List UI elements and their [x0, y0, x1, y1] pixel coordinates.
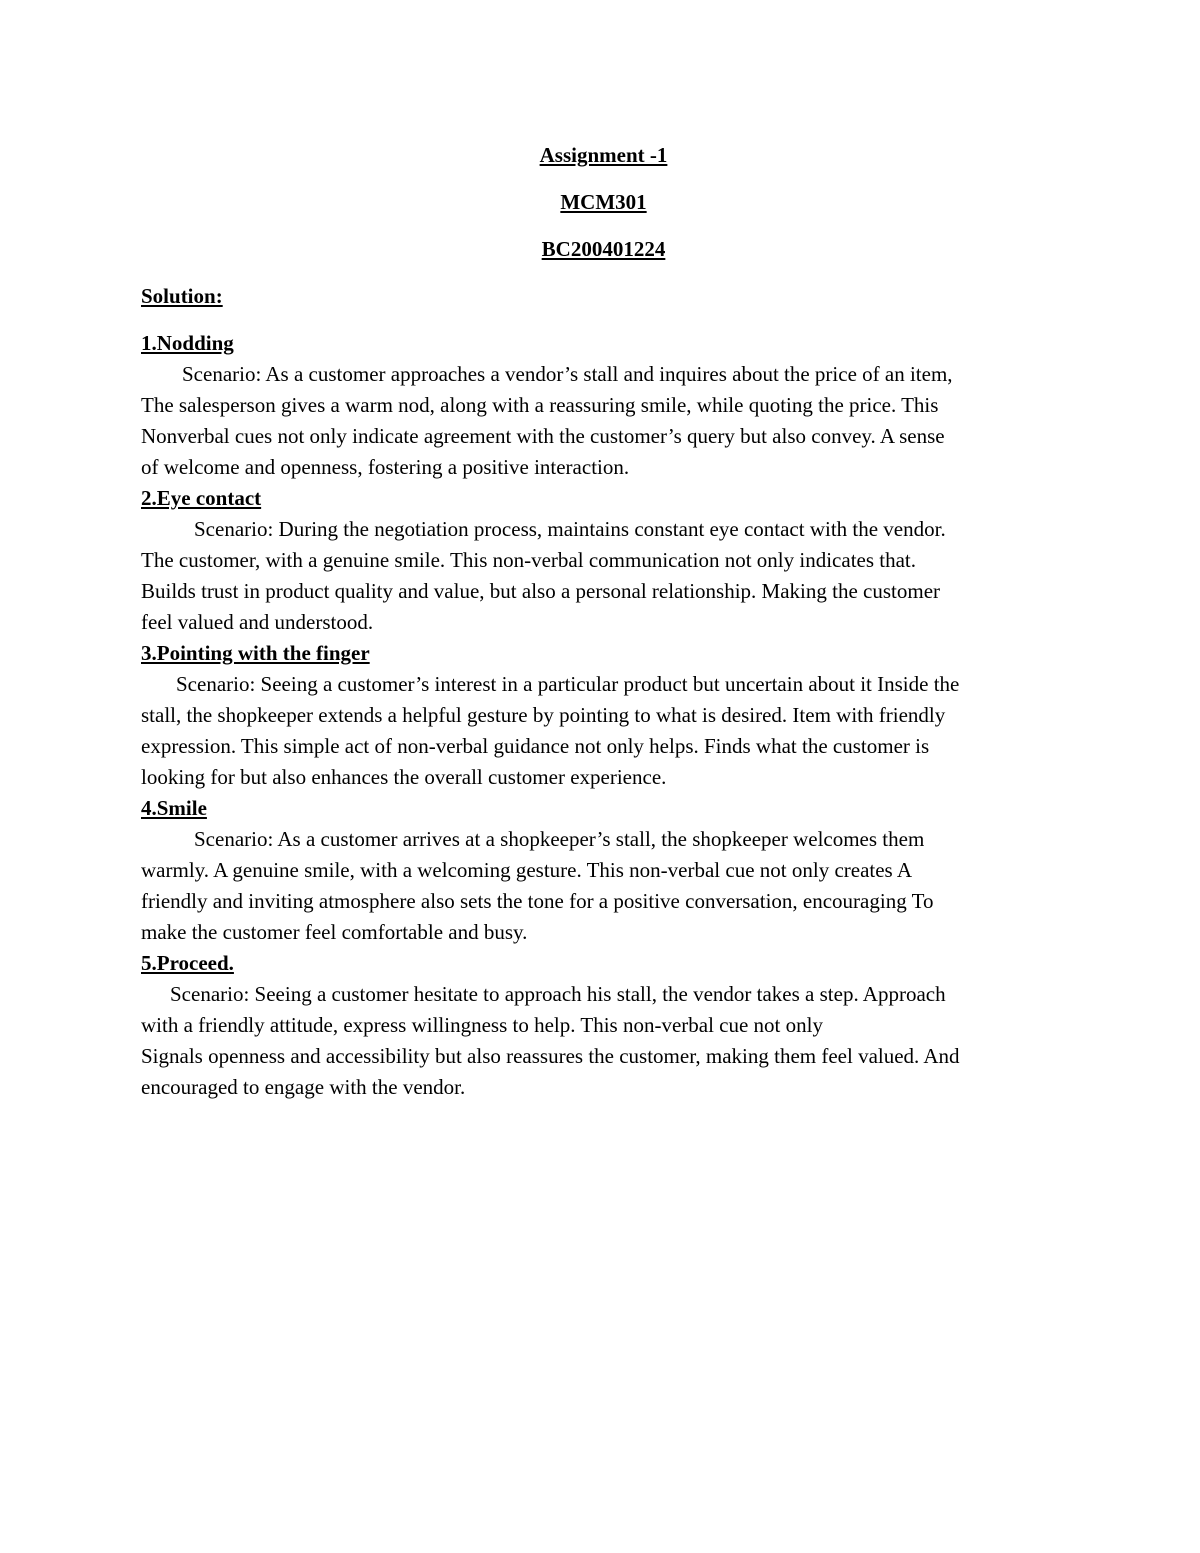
section-smile	[141, 793, 1066, 948]
section-proceed	[141, 948, 1066, 1103]
paragraph-line: Nonverbal cues not only indicate agreement with the customer’s query but also convey. A sense	[141, 424, 945, 448]
paragraph-line: stall, the shopkeeper extends a helpful gesture by pointing to what is desired. Item with friendly	[141, 703, 946, 727]
section-heading: 3.Pointing with the finger	[141, 641, 370, 665]
section-heading: 1.Nodding	[141, 331, 234, 355]
paragraph-line: expression. This simple act of non-verbal guidance not only helps. Finds what the customer is	[141, 734, 930, 758]
section-pointing	[141, 638, 1066, 793]
paragraph-line: Scenario: As a customer approaches a vendor’s stall and inquires about the price of an item,	[182, 362, 953, 386]
paragraph-line: The customer, with a genuine smile. This non-verbal communication not only indicates that.	[141, 548, 917, 572]
paragraph-line: make the customer feel comfortable and busy.	[141, 920, 528, 944]
paragraph-line: The salesperson gives a warm nod, along with a reassuring smile, while quoting the price. This	[141, 393, 939, 417]
paragraph-line: warmly. A genuine smile, with a welcoming gesture. This non-verbal cue not only creates A	[141, 858, 912, 882]
paragraph-line: feel valued and understood.	[141, 610, 374, 634]
assignment-title: Assignment -1	[539, 143, 668, 167]
paragraph-line: Scenario: During the negotiation process, maintains constant eye contact with the vendor.	[194, 517, 946, 541]
paragraph-line: Scenario: Seeing a customer’s interest in a particular product but uncertain about it Inside the	[176, 672, 960, 696]
section-eye-contact	[141, 483, 1066, 638]
section-heading: 4.Smile	[141, 796, 207, 820]
section-heading: 2.Eye contact	[141, 486, 262, 510]
paragraph-line: Scenario: Seeing a customer hesitate to approach his stall, the vendor takes a step. Approach	[170, 982, 946, 1006]
paragraph-line: friendly and inviting atmosphere also sets the tone for a positive conversation, encouraging To	[141, 889, 934, 913]
section-nodding	[141, 328, 1066, 483]
student-id: BC200401224	[541, 237, 666, 261]
paragraph-line: Scenario: As a customer arrives at a shopkeeper’s stall, the shopkeeper welcomes them	[194, 827, 925, 851]
paragraph-line: looking for but also enhances the overall customer experience.	[141, 765, 667, 789]
paragraph-line: of welcome and openness, fostering a positive interaction.	[141, 455, 630, 479]
course-code: MCM301	[560, 190, 647, 214]
paragraph-line: encouraged to engage with the vendor.	[141, 1075, 466, 1099]
paragraph-line: with a friendly attitude, express willingness to help. This non-verbal cue not only	[141, 1013, 823, 1037]
paragraph-line: Builds trust in product quality and value, but also a personal relationship. Making the customer	[141, 579, 941, 603]
section-heading: 5.Proceed.	[141, 951, 234, 975]
solution-label: Solution:	[141, 284, 223, 308]
paragraph-line: Signals openness and accessibility but also reassures the customer, making them feel valued. And	[141, 1044, 960, 1068]
document-page	[141, 140, 1066, 1103]
